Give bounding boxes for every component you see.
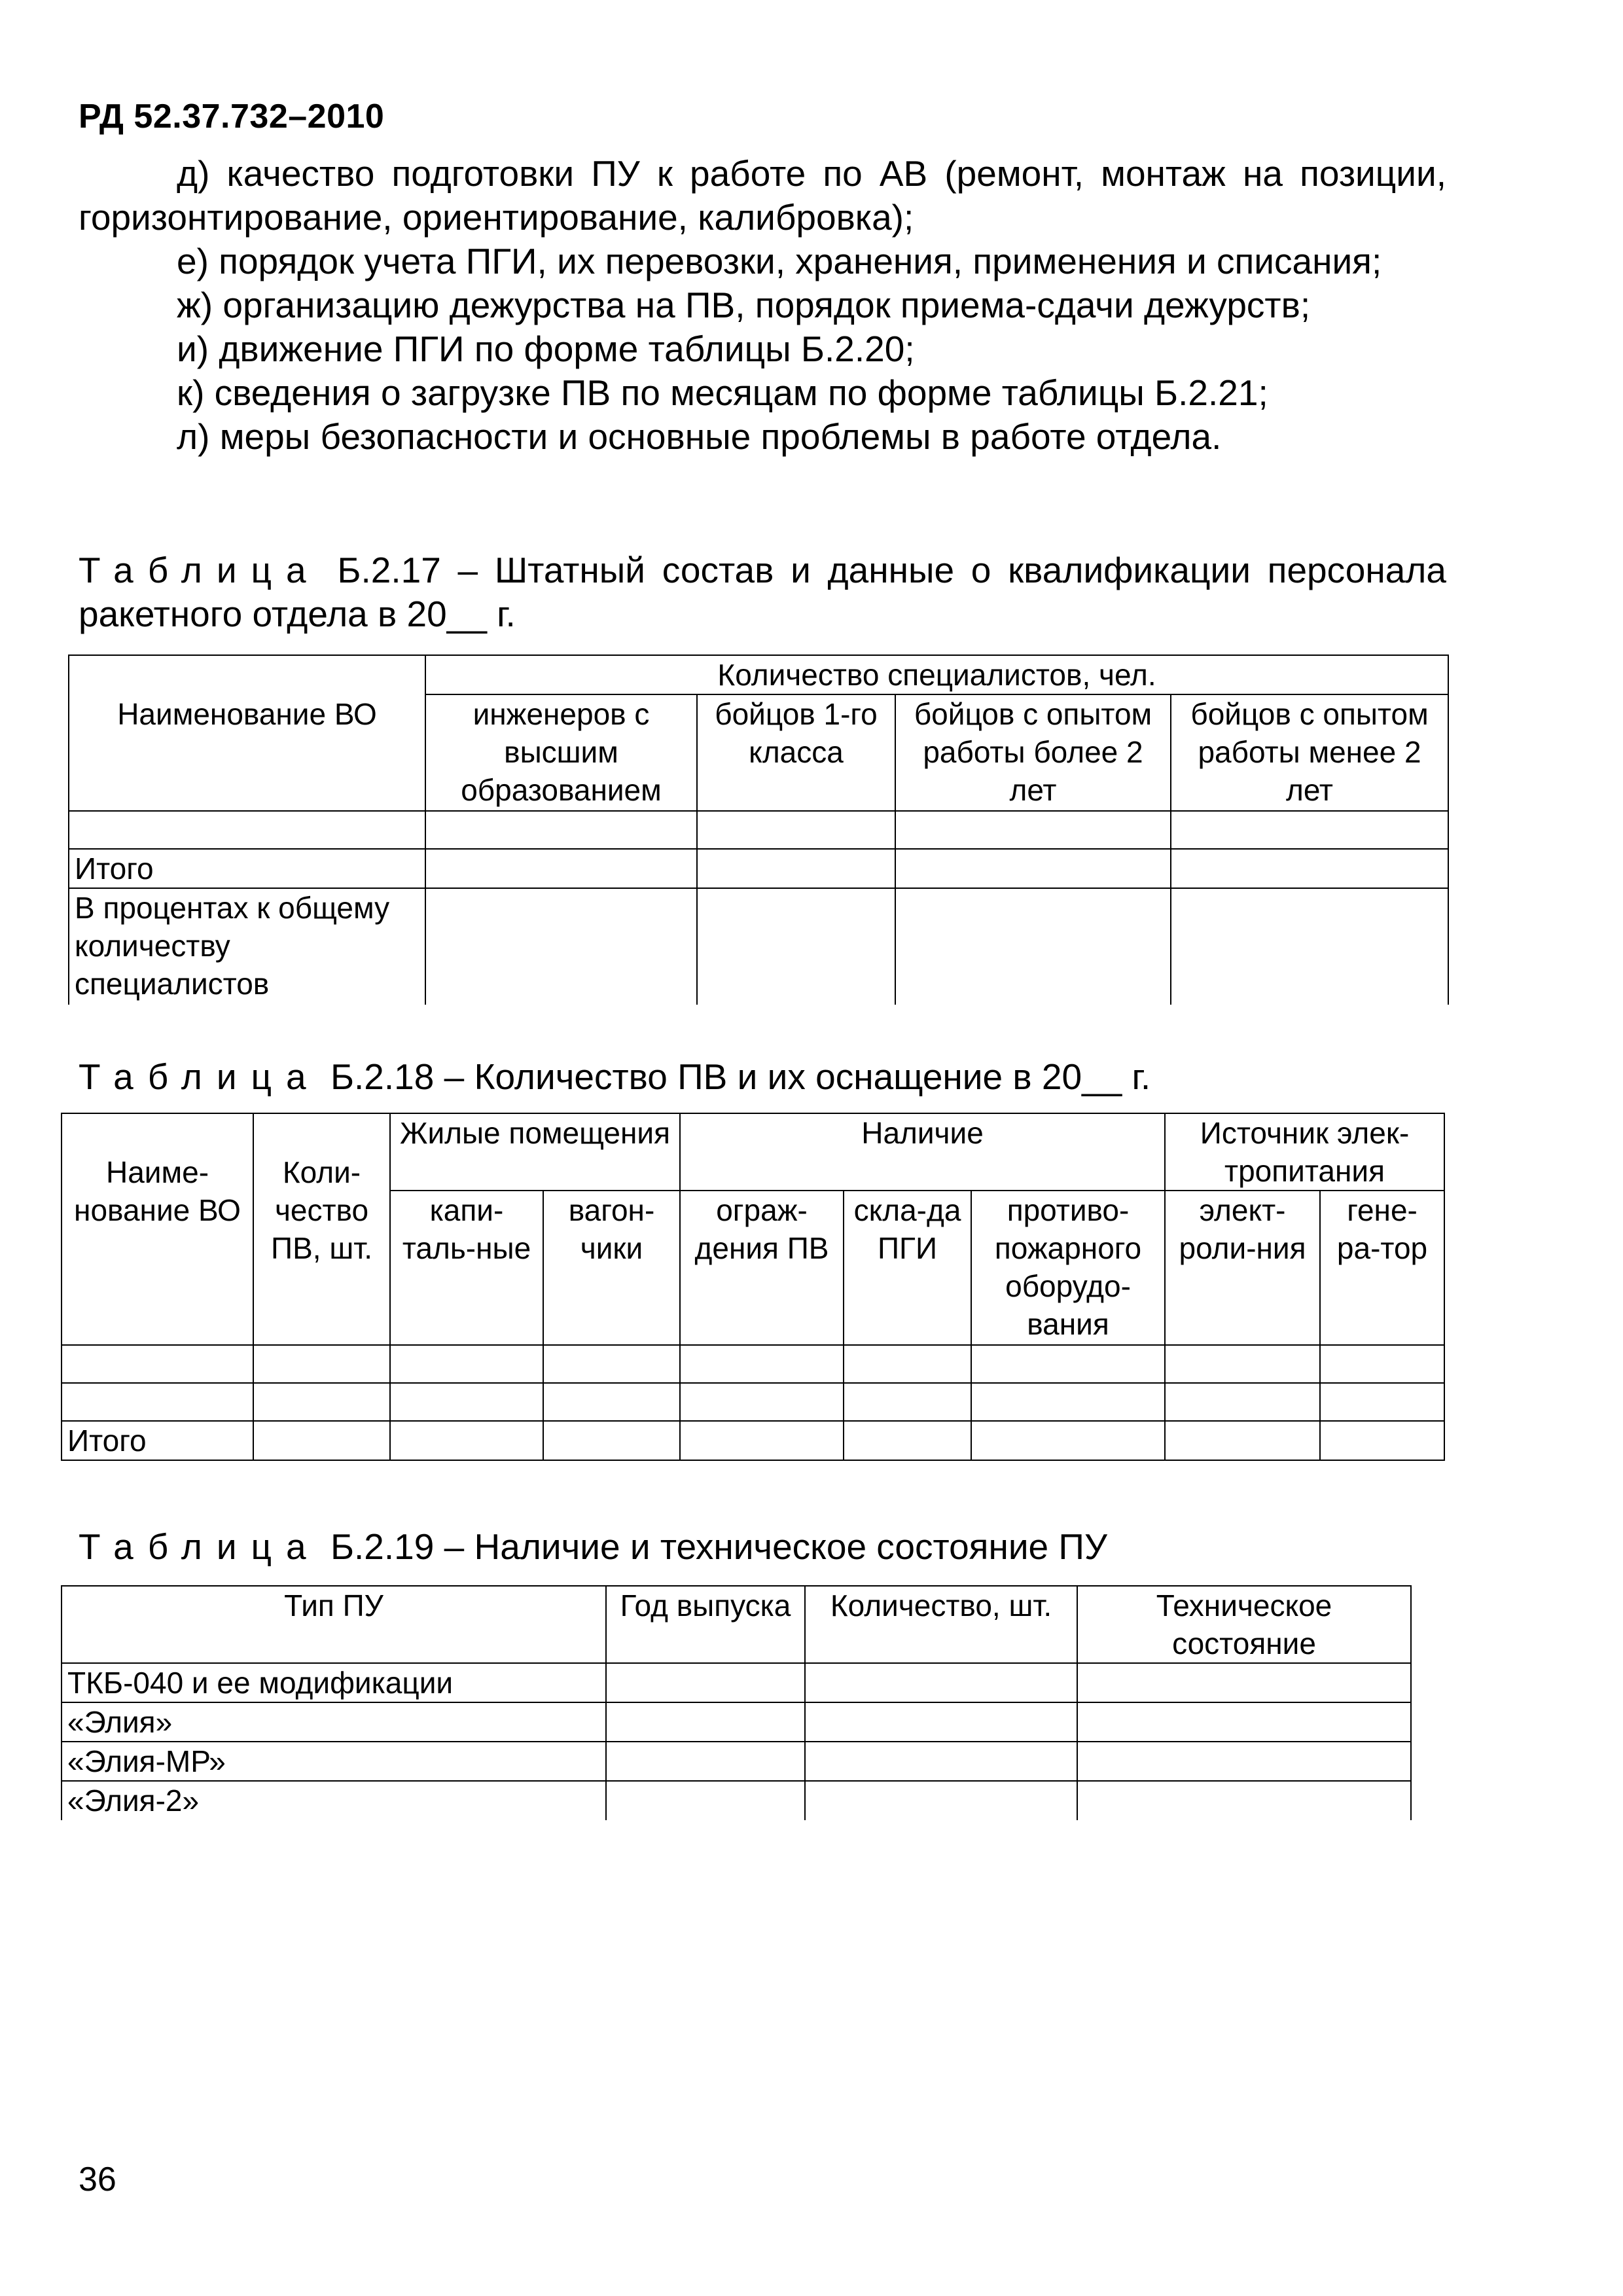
table-cell <box>805 1702 1077 1742</box>
table18-header-count: Коли-чество ПВ, шт. <box>253 1113 390 1345</box>
table-cell <box>1077 1742 1411 1781</box>
table-cell <box>425 811 697 849</box>
table-cell <box>425 849 697 888</box>
table19-header-col: Тип ПУ <box>62 1586 606 1663</box>
table19-header-col: Количество, шт. <box>805 1586 1077 1663</box>
table-cell <box>543 1421 680 1460</box>
table-cell <box>805 1781 1077 1820</box>
table-cell <box>1165 1383 1320 1421</box>
table-row-label: Итого <box>62 1421 253 1460</box>
table-cell <box>895 888 1171 1005</box>
table17-header-col: бойцов с опытом работы более 2 лет <box>895 694 1171 811</box>
table18-header-living: Жилые помещения <box>390 1113 680 1191</box>
table-cell <box>1165 1421 1320 1460</box>
table17-caption-text: Б.2.17 – Штатный состав и данные о квалификации персонала ракетного отдела в 20__ г. <box>79 550 1446 634</box>
table-cell <box>971 1421 1165 1460</box>
list-item-zh: ж) организацию дежурства на ПВ, порядок приема-сдачи дежурств; <box>177 285 1311 325</box>
table-b-2-17 <box>68 655 1449 1005</box>
table17-header-col: бойцов 1-го класса <box>697 694 895 811</box>
table-cell <box>1077 1702 1411 1742</box>
table-cell <box>1320 1383 1444 1421</box>
table18-header-col: противо-пожарного оборудо-вания <box>971 1191 1165 1345</box>
table18-header-col: скла-да ПГИ <box>844 1191 971 1345</box>
table-row-label: «Элия-2» <box>62 1781 606 1820</box>
table18-header-col: ограж-дения ПВ <box>680 1191 844 1345</box>
table-cell <box>1171 849 1448 888</box>
document-code: РД 52.37.732–2010 <box>79 98 385 135</box>
table18-header-presence: Наличие <box>680 1113 1165 1191</box>
table-cell <box>69 811 425 849</box>
page-number: 36 <box>79 2161 116 2198</box>
table-cell <box>1320 1345 1444 1383</box>
table-cell <box>697 849 895 888</box>
table-cell <box>606 1702 805 1742</box>
table-cell <box>697 811 895 849</box>
table-cell <box>606 1663 805 1702</box>
table-cell <box>895 849 1171 888</box>
table19-header-col: Год выпуска <box>606 1586 805 1663</box>
table-b-2-19 <box>61 1585 1412 1820</box>
list-item-i: и) движение ПГИ по форме таблицы Б.2.20; <box>177 329 915 369</box>
table18-caption <box>79 1055 1446 1099</box>
body-text <box>79 152 1446 459</box>
table-cell <box>390 1383 543 1421</box>
table-cell <box>844 1383 971 1421</box>
table-cell <box>844 1345 971 1383</box>
table-cell <box>543 1345 680 1383</box>
table-cell <box>62 1383 253 1421</box>
table17-header-group: Количество специалистов, чел. <box>425 655 1448 694</box>
table-row-label: В процентах к общему количеству специалистов <box>69 888 425 1005</box>
table-row-label: Итого <box>69 849 425 888</box>
table17-caption-word: Таблица <box>79 550 321 590</box>
table-cell <box>253 1421 390 1460</box>
table17-header-col: инженеров с высшим образованием <box>425 694 697 811</box>
table18-header-col: капи-таль-ные <box>390 1191 543 1345</box>
table-cell <box>680 1383 844 1421</box>
table-cell <box>1165 1345 1320 1383</box>
table-cell <box>680 1345 844 1383</box>
table-cell <box>543 1383 680 1421</box>
table-cell <box>971 1345 1165 1383</box>
table19-caption <box>79 1525 1446 1569</box>
table-cell <box>425 888 697 1005</box>
list-item-e: е) порядок учета ПГИ, их перевозки, хранения, применения и списания; <box>177 241 1382 281</box>
table-row-label: ТКБ-040 и ее модификации <box>62 1663 606 1702</box>
table-cell <box>1077 1663 1411 1702</box>
table-cell <box>895 811 1171 849</box>
table17-header-name: Наименование ВО <box>69 655 425 811</box>
table-cell <box>253 1383 390 1421</box>
list-item-d: д) качество подготовки ПУ к работе по АВ (ремонт, монтаж на позиции, горизонтирование, ориентирование, калибровка); <box>79 153 1446 238</box>
table-b-2-18 <box>61 1113 1445 1461</box>
table18-header-name: Наиме-нование ВО <box>62 1113 253 1345</box>
list-item-k: к) сведения о загрузке ПВ по месяцам по форме таблицы Б.2.21; <box>177 372 1268 413</box>
table-cell <box>1171 888 1448 1005</box>
table-row-label: «Элия» <box>62 1702 606 1742</box>
table-cell <box>844 1421 971 1460</box>
table-cell <box>390 1421 543 1460</box>
table17-header-col: бойцов с опытом работы менее 2 лет <box>1171 694 1448 811</box>
table19-caption-word: Таблица <box>79 1526 321 1567</box>
table-cell <box>62 1345 253 1383</box>
list-item-l: л) меры безопасности и основные проблемы в работе отдела. <box>177 416 1222 457</box>
table18-header-col: элект-роли-ния <box>1165 1191 1320 1345</box>
table-cell <box>805 1663 1077 1702</box>
table-cell <box>805 1742 1077 1781</box>
table18-caption-text: Б.2.18 – Количество ПВ и их оснащение в 20__ г. <box>330 1056 1151 1097</box>
table19-caption-text: Б.2.19 – Наличие и техническое состояние ПУ <box>330 1526 1107 1567</box>
table-cell <box>1171 811 1448 849</box>
table-row-label: «Элия-МР» <box>62 1742 606 1781</box>
table19-header-col: Техническое состояние <box>1077 1586 1411 1663</box>
table-cell <box>606 1781 805 1820</box>
table-cell <box>606 1742 805 1781</box>
table-cell <box>253 1345 390 1383</box>
table18-header-col: вагон-чики <box>543 1191 680 1345</box>
table-cell <box>390 1345 543 1383</box>
table18-header-col: гене-ра-тор <box>1320 1191 1444 1345</box>
table-cell <box>1077 1781 1411 1820</box>
table-cell <box>1320 1421 1444 1460</box>
table-cell <box>697 888 895 1005</box>
table-cell <box>971 1383 1165 1421</box>
table18-header-power: Источник элек-тропитания <box>1165 1113 1444 1191</box>
table18-caption-word: Таблица <box>79 1056 321 1097</box>
table-cell <box>680 1421 844 1460</box>
table17-caption <box>79 548 1446 636</box>
